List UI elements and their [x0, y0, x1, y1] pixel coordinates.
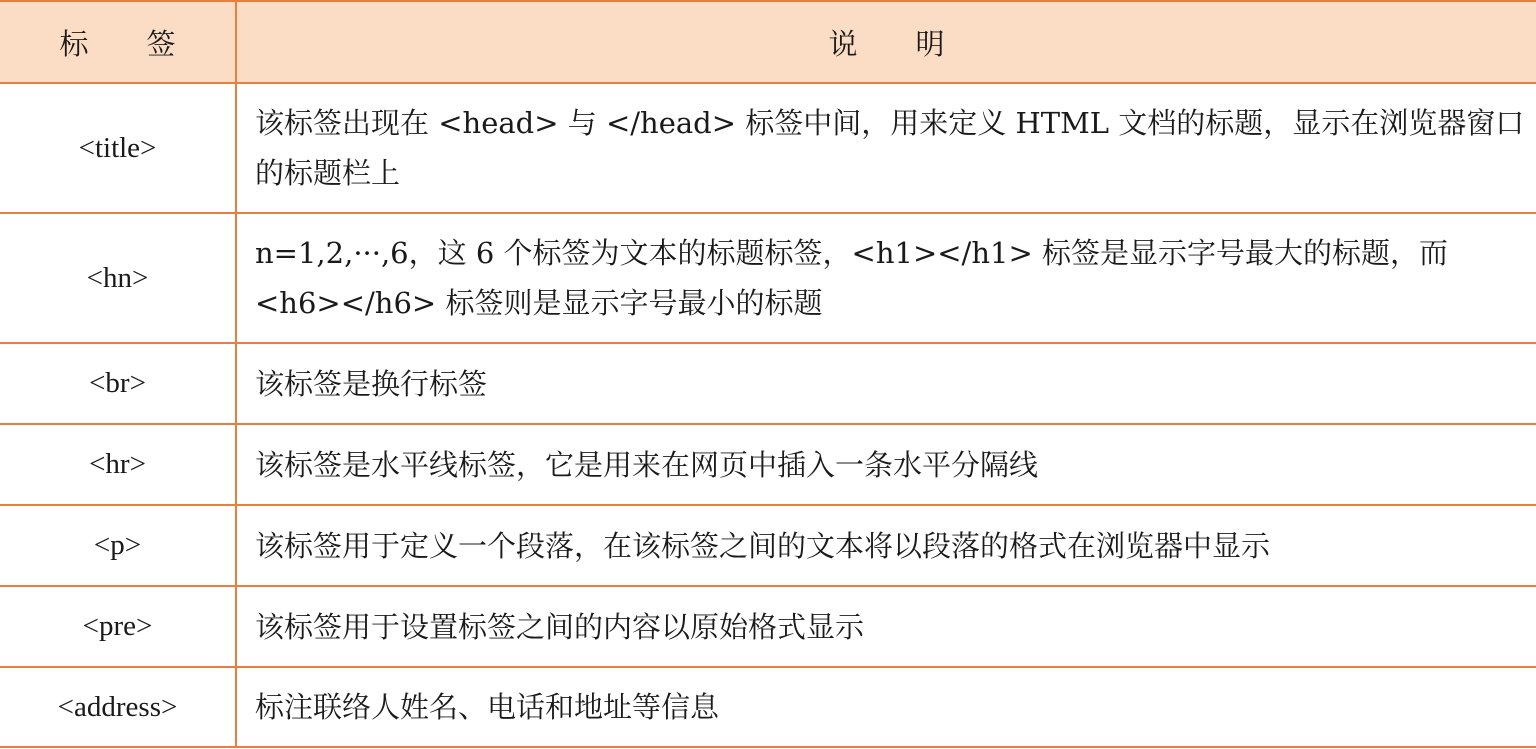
tag-cell: <address> — [0, 667, 236, 747]
tag-cell: <p> — [0, 505, 236, 586]
description-cell: 该标签用于设置标签之间的内容以原始格式显示 — [236, 586, 1536, 667]
tag-cell: <hn> — [0, 213, 236, 343]
column-header-description-label: 说 明 — [828, 26, 945, 61]
table-row — [0, 586, 1536, 667]
table-header-row — [0, 1, 1536, 83]
description-cell: 该标签出现在 <head> 与 </head> 标签中间，用来定义 HTML 文档的标题，显示在浏览器窗口的标题栏上 — [236, 83, 1536, 213]
column-header-tag — [0, 1, 236, 83]
description-cell: 标注联络人姓名、电话和地址等信息 — [255, 690, 720, 724]
table-row — [0, 505, 1536, 586]
description-cell: 该标签是水平线标签，它是用来在网页中插入一条水平分隔线 — [236, 424, 1536, 505]
tag-cell: <br> — [0, 343, 236, 424]
table-row — [0, 667, 1536, 747]
table-row — [0, 83, 1536, 213]
column-header-description — [236, 1, 1536, 83]
description-cell: 该标签是换行标签 — [236, 343, 1536, 424]
table-row — [0, 343, 1536, 424]
tag-cell: <pre> — [0, 586, 236, 667]
description-cell: 该标签用于定义一个段落，在该标签之间的文本将以段落的格式在浏览器中显示 — [236, 505, 1536, 586]
table-row — [0, 213, 1536, 343]
tag-cell: <hr> — [0, 424, 236, 505]
tag-cell: <title> — [0, 83, 236, 213]
table-row — [0, 424, 1536, 505]
description-cell: n=1,2,···,6，这 6 个标签为文本的标题标签，<h1></h1> 标签是显示字号最大的标题，而 <h6></h6> 标签则是显示字号最小的标题 — [236, 213, 1536, 343]
column-header-tag-label: 标 签 — [59, 26, 176, 61]
